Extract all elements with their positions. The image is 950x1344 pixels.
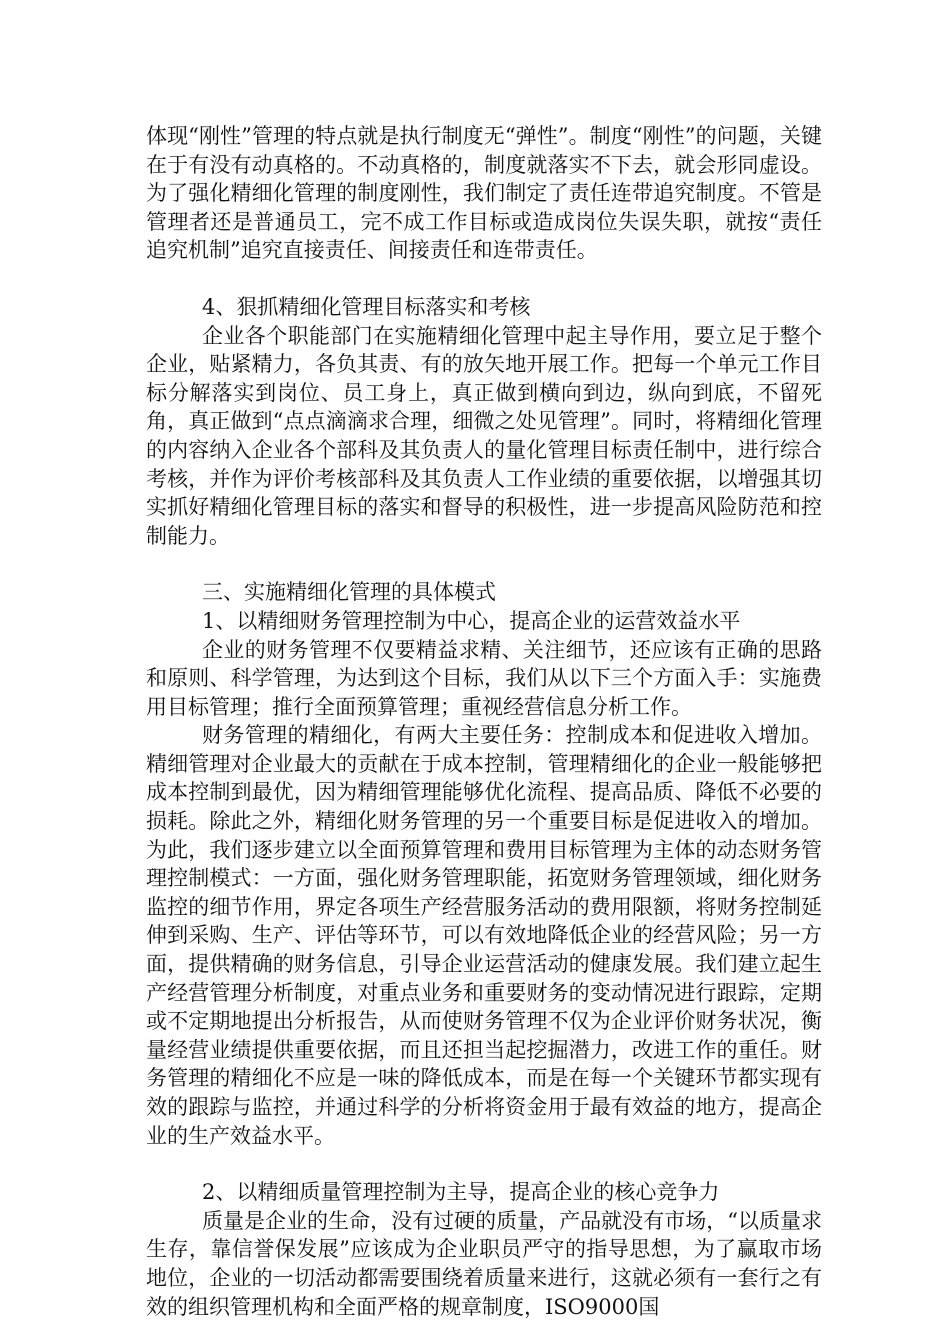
paragraph-gap	[146, 1150, 822, 1178]
paragraph-gap	[146, 550, 822, 578]
paragraph-gap	[146, 265, 822, 293]
document-page	[146, 122, 822, 1321]
paragraph-part-3-item-2: 质量是企业的生命，没有过硬的质量，产品就没有市场，“以质量求生存，靠信誉保发展”应该成为企业职员严守的指导思想，为了赢取市场地位，企业的一切活动都需要围绕着质量来进行，这就必须有一套行之有效的组织管理机构和全面严格的规章制度，ISO9000国	[146, 1208, 822, 1319]
paragraph-section-4: 企业各个职能部门在实施精细化管理中起主导作用，要立足于整个企业，贴紧精力，各负其责、有的放矢地开展工作。把每一个单元工作目标分解落实到岗位、员工身上，真正做到横向到边，纵向到底，不留死角，真正做到“点点滴滴求合理，细微之处见管理”。同时，将精细化管理的内容纳入企业各个部科及其负责人的量化管理目标责任制中，进行综合考核，并作为评价考核部科及其负责人工作业绩的重要依据，以增强其切实抓好精细化管理目标的落实和督导的积极性，进一步提高风险防范和控制能力。	[146, 323, 822, 548]
paragraph-intro: 体现“刚性”管理的特点就是执行制度无“弹性”。制度“刚性”的问题，关键在于有没有动真格的。不动真格的，制度就落实不下去，就会形同虚设。为了强化精细化管理的制度刚性，我们制定了责任连带追究制度。不管是管理者还是普通员工，完不成工作目标或造成岗位失误失职，就按“责任追究机制”追究直接责任、间接责任和连带责任。	[146, 124, 822, 263]
paragraph-part-3-item-1-b: 财务管理的精细化，有两大主要任务：控制成本和促进收入增加。精细管理对企业最大的贡献在于成本控制，管理精细化的企业一般能够把成本控制到最优，因为精细管理能够优化流程、提高品质、降低不必要的损耗。除此之外，精细化财务管理的另一个重要目标是促进收入的增加。为此，我们逐步建立以全面预算管理和费用目标管理为主体的动态财务管理控制模式：一方面，强化财务管理职能，拓宽财务管理领域，细化财务监控的细节作用，界定各项生产经营服务活动的费用限额，将财务控制延伸到采购、生产、评估等环节，可以有效地降低企业的经营风险；另一方面，提供精确的财务信息，引导企业运营活动的健康发展。我们建立起生产经营管理分析制度，对重点业务和重要财务的变动情况进行跟踪，定期或不定期地提出分析报告，从而使财务管理不仅为企业评价财务状况，衡量经营业绩提供重要依据，而且还担当起挖掘潜力，改进工作的重任。财务管理的精细化不应是一味的降低成本，而是在每一个关键环节都实现有效的跟踪与监控，并通过科学的分析将资金用于最有效益的地方，提高企业的生产效益水平。	[146, 723, 822, 1148]
paragraph-part-3-item-1-a: 企业的财务管理不仅要精益求精、关注细节，还应该有正确的思路和原则、科学管理，为达到这个目标，我们从以下三个方面入手：实施费用目标管理；推行全面预算管理；重视经营信息分析工作。	[146, 637, 822, 719]
heading-part-3-item-1: 1、以精细财务管理控制为中心，提高企业的运营效益水平	[202, 608, 741, 633]
heading-section-4: 4、狠抓精细化管理目标落实和考核	[202, 294, 531, 319]
heading-part-3: 三、实施精细化管理的具体模式	[202, 580, 496, 605]
heading-part-3-item-2: 2、以精细质量管理控制为主导，提高企业的核心竞争力	[202, 1180, 720, 1205]
